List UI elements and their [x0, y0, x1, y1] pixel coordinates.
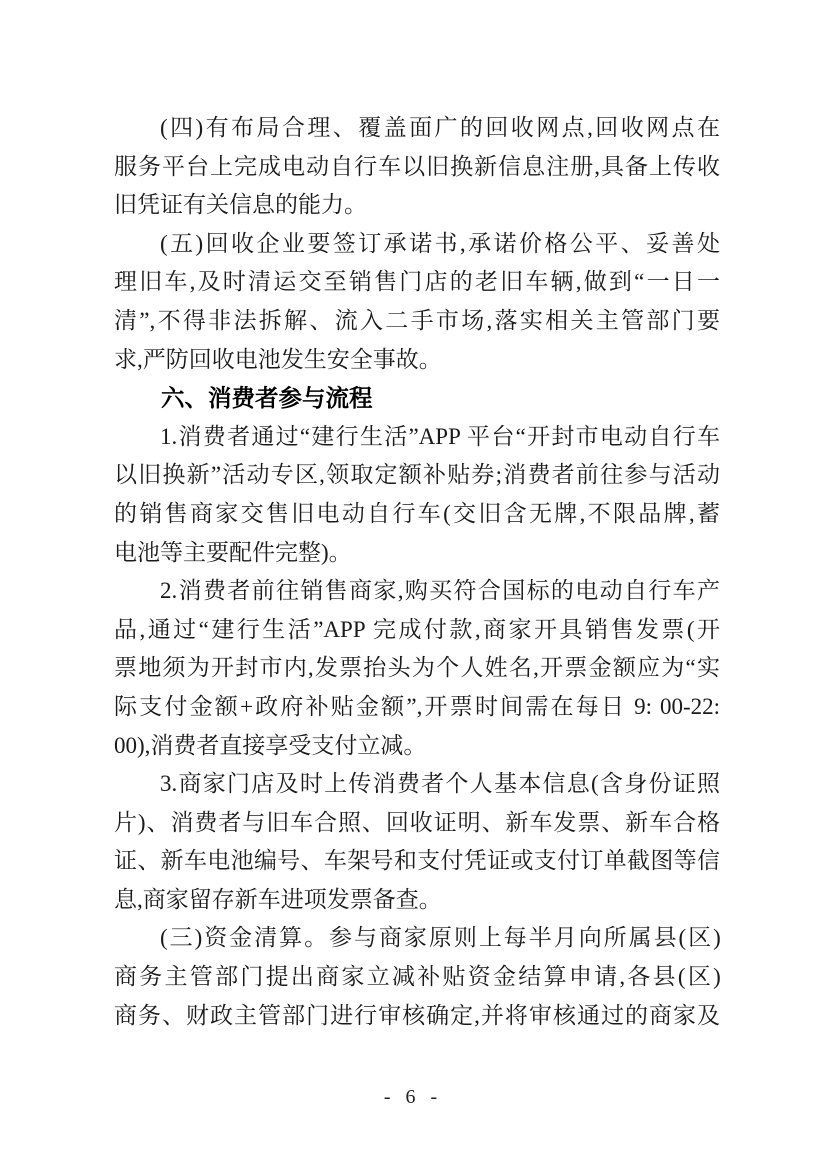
text-line: 00),消费者直接享受支付立减。 [114, 732, 427, 758]
text-line: 清”,不得非法拆解、流入二手市场,落实相关主管部门要 [114, 307, 720, 333]
text-line: 际支付金额+政府补贴金额”,开票时间需在每日 9: 00-22: [114, 693, 720, 719]
section-heading-block [114, 379, 720, 418]
text-line: 电池等主要配件完整)。 [114, 539, 352, 565]
paragraph [114, 418, 720, 572]
text-line: 理旧车,及时清运交至销售门店的老旧车辆,做到“一日一 [114, 269, 720, 295]
paragraph [114, 765, 720, 919]
text-line: 息,商家留存新车进项发票备查。 [114, 886, 442, 912]
paragraph [114, 225, 720, 379]
page-footer [0, 1086, 826, 1109]
text-line: 服务平台上完成电动自行车以旧换新信息注册,具备上传收 [114, 153, 720, 179]
text-line: 求,严防回收电池发生安全事故。 [114, 346, 442, 372]
section-heading: 六、消费者参与流程 [161, 385, 373, 412]
text-line: 3.商家门店及时上传消费者个人基本信息(含身份证照 [160, 771, 720, 797]
paragraph [114, 919, 720, 1035]
text-line: 片)、消费者与旧车合照、回收证明、新车发票、新车合格 [114, 809, 720, 835]
text-line: 票地须为开封市内,发票抬头为个人姓名,开票金额应为“实 [114, 655, 720, 681]
text-line: 以旧换新”活动专区,领取定额补贴券;消费者前往参与活动 [114, 462, 720, 488]
text-line: 旧凭证有关信息的能力。 [114, 192, 367, 218]
paragraph [114, 109, 720, 225]
text-line: (四)有布局合理、覆盖面广的回收网点,回收网点在 [160, 115, 720, 140]
text-line: 商务、财政主管部门进行审核确定,并将审核通过的商家及 [114, 1002, 720, 1028]
text-line: 证、新车电池编号、车架号和支付凭证或支付订单截图等信 [114, 848, 720, 874]
text-line: 2.消费者前往销售商家,购买符合国标的电动自行车产 [160, 578, 720, 604]
text-line: (三)资金清算。参与商家原则上每半月向所属县(区) [160, 925, 720, 951]
text-line: 1.消费者通过“建行生活”APP 平台“开封市电动自行车 [160, 423, 720, 449]
text-line: 的销售商家交售旧电动自行车(交旧含无牌,不限品牌,蓄 [114, 500, 720, 526]
text-line: 商务主管部门提出商家立减补贴资金结算申请,各县(区) [114, 964, 720, 990]
document-body [114, 109, 720, 1035]
text-line: (五)回收企业要签订承诺书,承诺价格公平、妥善处 [160, 230, 720, 256]
page-number: - 6 - [383, 1086, 443, 1108]
paragraph [114, 572, 720, 765]
text-line: 品,通过“建行生活”APP 完成付款,商家开具销售发票(开 [114, 616, 720, 642]
